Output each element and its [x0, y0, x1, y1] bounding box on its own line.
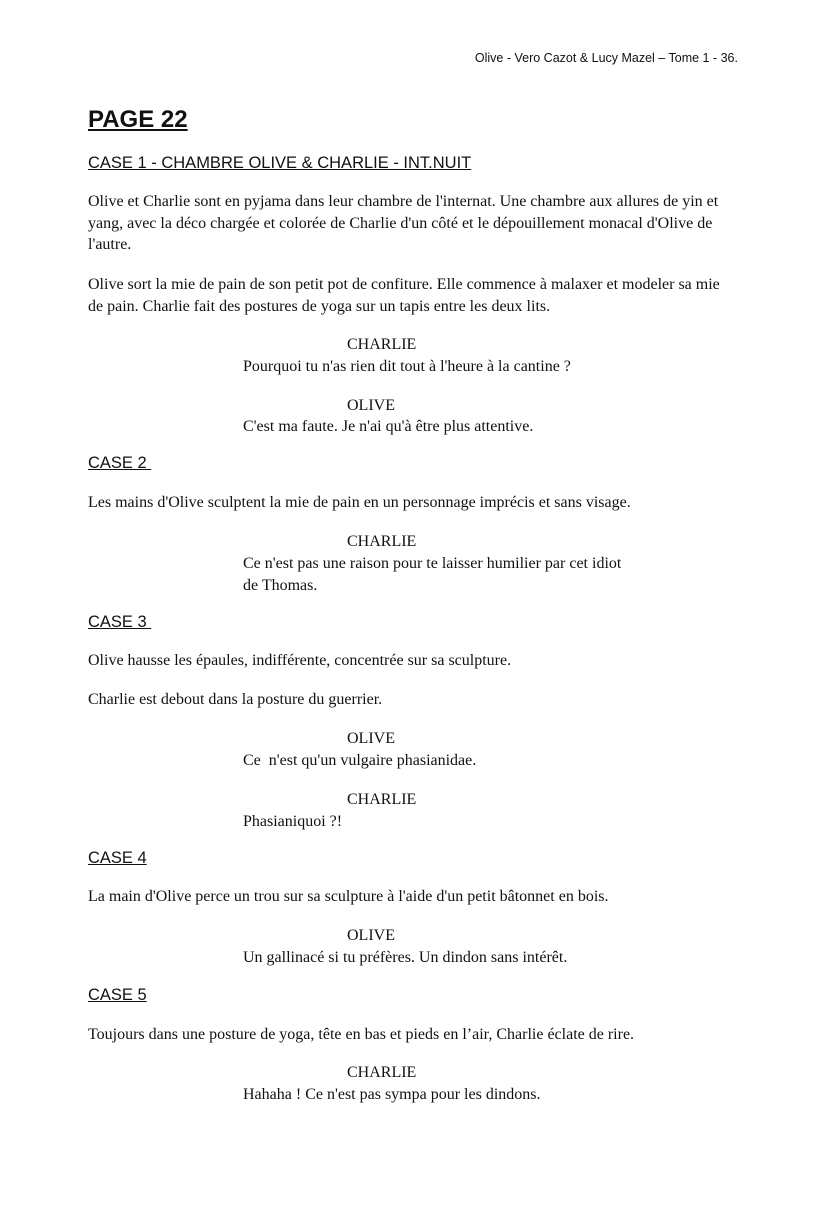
page-title: PAGE 22: [88, 106, 188, 133]
case-1-heading: CASE 1 - CHAMBRE OLIVE & CHARLIE - INT.NUIT: [88, 154, 472, 172]
case-5-dialogue-1-character: CHARLIE: [347, 1064, 417, 1081]
case-3-heading: CASE 3: [88, 613, 152, 631]
case-4-heading: CASE 4: [88, 849, 147, 867]
case-1-dialogue-1-character: CHARLIE: [347, 336, 417, 353]
case-1-action-2: Olive sort la mie de pain de son petit pot de confiture. Elle commence à malaxer et modeler sa mie de pain. Charlie fait des postures de yoga sur un tapis entre les deux lits.: [88, 276, 720, 315]
case-4-dialogue-1-character: OLIVE: [347, 927, 395, 944]
case-2-dialogue-1-line: Ce n'est pas une raison pour te laisser humilier par cet idiot de Thomas.: [243, 555, 622, 594]
case-5-dialogue-1-line: Hahaha ! Ce n'est pas sympa pour les dindons.: [243, 1086, 541, 1103]
case-3-action-2: Charlie est debout dans la posture du guerrier.: [88, 691, 383, 708]
case-4-dialogue-1-line: Un gallinacé si tu préfères. Un dindon sans intérêt.: [243, 949, 568, 966]
running-header: Olive - Vero Cazot & Lucy Mazel – Tome 1 - 36.: [474, 51, 738, 65]
case-1-dialogue-2-line: C'est ma faute. Je n'ai qu'à être plus attentive.: [243, 418, 534, 435]
case-1-dialogue-1-line: Pourquoi tu n'as rien dit tout à l'heure à la cantine ?: [243, 358, 571, 375]
case-2-action-1: Les mains d'Olive sculptent la mie de pain en un personnage imprécis et sans visage.: [88, 494, 631, 511]
case-5-heading: CASE 5: [88, 986, 147, 1004]
case-1-action-1: Olive et Charlie sont en pyjama dans leur chambre de l'internat. Une chambre aux allures de yin et yang, avec la déco chargée et colorée de Charlie d'un côté et le dépouillement monacal d'Olive de l'autre.: [88, 193, 719, 253]
case-2-dialogue-1-character: CHARLIE: [347, 533, 417, 550]
case-3-dialogue-2-character: CHARLIE: [347, 791, 417, 808]
case-1-dialogue-2-character: OLIVE: [347, 397, 395, 414]
case-3-dialogue-1-character: OLIVE: [347, 730, 395, 747]
case-3-dialogue-2-line: Phasianiquoi ?!: [243, 813, 343, 830]
case-3-dialogue-1-line: Ce n'est qu'un vulgaire phasianidae.: [243, 752, 477, 769]
case-2-heading: CASE 2: [88, 454, 152, 472]
case-3-action-1: Olive hausse les épaules, indifférente, concentrée sur sa sculpture.: [88, 652, 512, 669]
case-4-action-1: La main d'Olive perce un trou sur sa sculpture à l'aide d'un petit bâtonnet en bois.: [88, 888, 609, 905]
case-5-action-1: Toujours dans une posture de yoga, tête en bas et pieds en l’air, Charlie éclate de rire.: [88, 1026, 635, 1043]
